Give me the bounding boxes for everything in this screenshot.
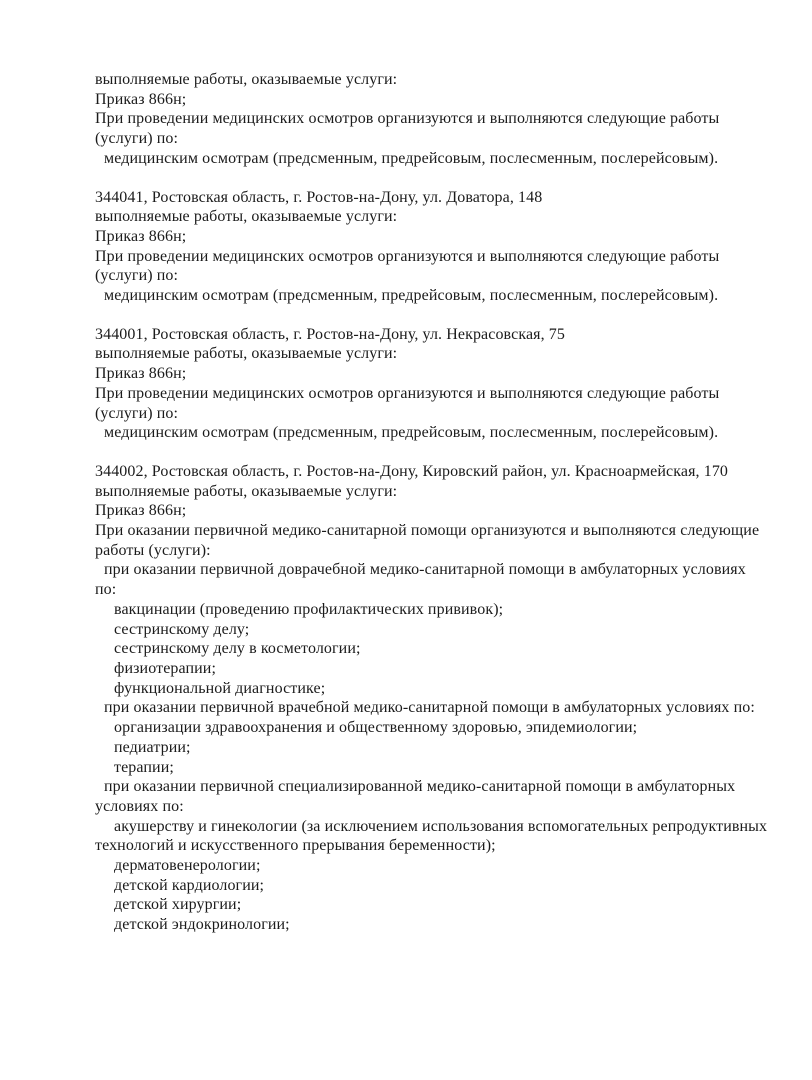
document-line: условиях по: (95, 797, 184, 815)
services-block-dovatora-148 (95, 188, 772, 306)
document-line: выполняемые работы, оказываемые услуги: (95, 482, 398, 500)
service-item-line: акушерству и гинекологии (за исключением использования вспомогательных репродуктивных (114, 817, 768, 835)
services-block-dovatora-header-continued (95, 70, 772, 169)
service-item-line: медицинским осмотрам (предсменным, предрейсовым, послесменным, послерейсовым). (104, 424, 719, 442)
document-line: При проведении медицинских осмотров организуются и выполняются следующие работы (95, 384, 720, 402)
service-item-line: сестринскому делу; (114, 620, 250, 638)
document-line: (услуги) по: (95, 404, 179, 422)
service-item-line: детской кардиологии; (114, 876, 265, 894)
service-item-line: функциональной диагностике; (114, 679, 326, 697)
document-content (95, 70, 772, 935)
document-line: по: (95, 581, 117, 599)
document-line: Приказ 866н; (95, 502, 187, 520)
document-line: выполняемые работы, оказываемые услуги: (95, 71, 398, 88)
document-line: при оказании первичной специализированной медико-санитарной помощи в амбулаторных (104, 778, 736, 796)
document-line: работы (услуги): (95, 541, 211, 559)
document-line: При оказании первичной медико-санитарной помощи организуются и выполняются следующие (95, 522, 760, 540)
document-line: технологий и искусственного прерывания беременности); (95, 837, 496, 855)
document-line: (услуги) по: (95, 267, 179, 285)
service-item-line: педиатрии; (114, 738, 191, 756)
document-line: При проведении медицинских осмотров организуются и выполняются следующие работы (95, 247, 720, 265)
service-item-line: вакцинации (проведению профилактических прививок); (114, 600, 504, 618)
document-line: Приказ 866н; (95, 90, 187, 108)
address-line: 344002, Ростовская область, г. Ростов-на-Дону, Кировский район, ул. Красноармейская, 170 (95, 462, 729, 480)
service-item-line: медицинским осмотрам (предсменным, предрейсовым, послесменным, послерейсовым). (104, 287, 719, 305)
services-block-nekrasovskaya-75 (95, 325, 772, 443)
services-block-krasnoarmeyskaya-170 (95, 462, 772, 935)
service-item-line: дерматовенерологии; (114, 857, 261, 875)
service-item-line: сестринскому делу в косметологии; (114, 640, 361, 658)
document-line: (услуги) по: (95, 130, 179, 148)
document-line: выполняемые работы, оказываемые услуги: (95, 345, 398, 363)
address-line: 344041, Ростовская область, г. Ростов-на-Дону, ул. Доватора, 148 (95, 188, 543, 206)
service-item-line: терапии; (114, 758, 174, 776)
document-line: выполняемые работы, оказываемые услуги: (95, 208, 398, 226)
service-item-line: организации здравоохранения и общественному здоровью, эпидемиологии; (114, 719, 638, 737)
service-item-line: медицинским осмотрам (предсменным, предрейсовым, послесменным, послерейсовым). (104, 149, 719, 167)
document-line: Приказ 866н; (95, 365, 187, 383)
document-line: Приказ 866н; (95, 227, 187, 245)
address-line: 344001, Ростовская область, г. Ростов-на-Дону, ул. Некрасовская, 75 (95, 325, 566, 343)
document-line: при оказании первичной врачебной медико-санитарной помощи в амбулаторных условиях по: (104, 699, 755, 717)
document-line: при оказании первичной доврачебной медико-санитарной помощи в амбулаторных условиях (104, 561, 746, 579)
service-item-line: физиотерапии; (114, 659, 217, 677)
document-line: При проведении медицинских осмотров организуются и выполняются следующие работы (95, 110, 720, 128)
service-item-line: детской хирургии; (114, 896, 242, 914)
service-item-line: детской эндокринологии; (114, 916, 290, 934)
